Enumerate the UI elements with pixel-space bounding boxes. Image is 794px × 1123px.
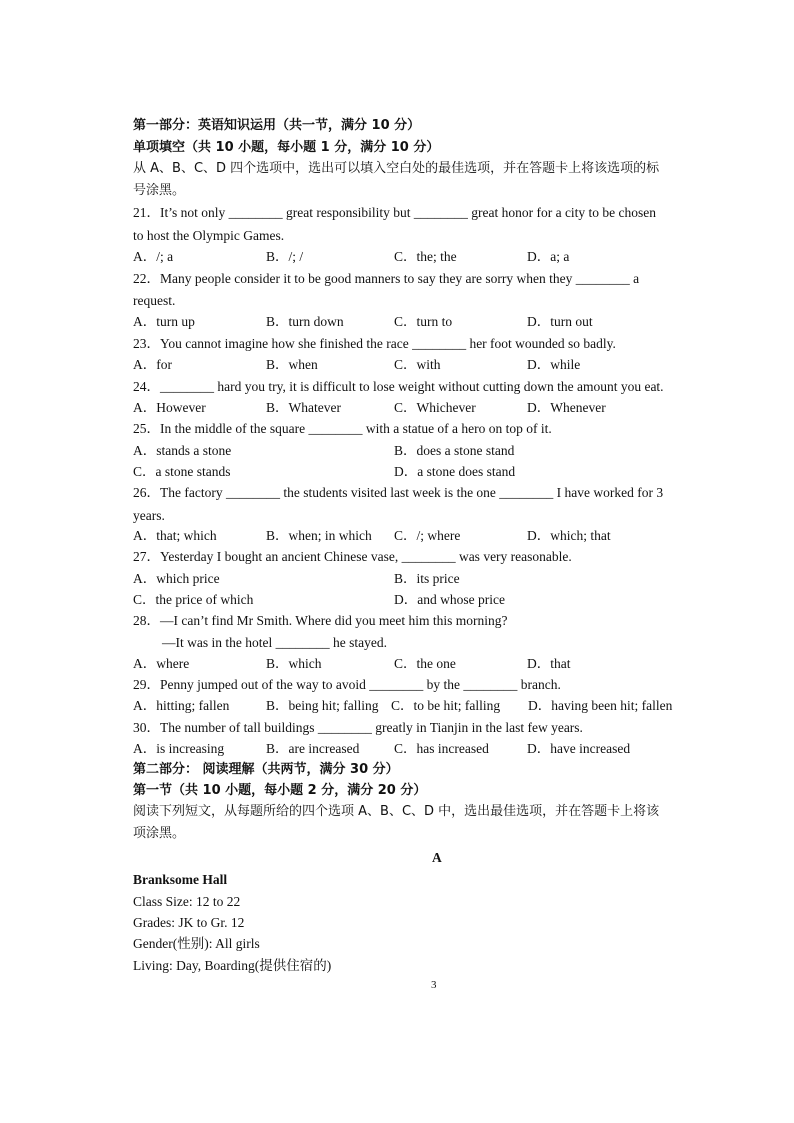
passage-living: Living: Day, Boarding(提供住宿的) bbox=[133, 958, 332, 973]
question-24-option-c: C．Whichever bbox=[394, 400, 476, 415]
question-26-stem: 26．The factory ________ the students visited last week is the one ________ I have worked for 3 bbox=[133, 485, 664, 500]
question-28-option-b: B．which bbox=[266, 656, 322, 671]
question-28-option-d: D．that bbox=[527, 656, 571, 671]
question-29-stem: 29．Penny jumped out of the way to avoid ________ by the ________ branch. bbox=[133, 677, 561, 692]
passage-gender: Gender(性别): All girls bbox=[133, 936, 260, 951]
question-23-stem: 23．You cannot imagine how she finished the race ________ her foot wounded so badly. bbox=[133, 336, 616, 351]
question-29-option-c: C．to be hit; falling bbox=[391, 698, 501, 713]
question-28-stem-cont: —It was in the hotel ________ he stayed. bbox=[162, 635, 387, 650]
question-22-option-d: D．turn out bbox=[527, 314, 593, 329]
part2-title: 第二部分： 阅读理解（共两节，满分 30 分） bbox=[133, 762, 399, 777]
question-21-stem: 21．It’s not only ________ great responsibility but ________ great honor for a city to be chosen bbox=[133, 205, 657, 220]
part1-instructions-line2: 号涂黑。 bbox=[133, 183, 186, 198]
question-30-option-b: B．are increased bbox=[266, 741, 360, 756]
question-25-option-b: B．does a stone stand bbox=[394, 443, 515, 458]
question-22-option-c: C．turn to bbox=[394, 314, 453, 329]
question-27-option-c: C．the price of which bbox=[133, 592, 254, 607]
question-21-option-a: A．/; a bbox=[133, 249, 174, 264]
question-29-option-b: B．being hit; falling bbox=[266, 698, 379, 713]
question-23-option-a: A．for bbox=[133, 357, 172, 372]
question-24-option-a: A．However bbox=[133, 400, 206, 415]
question-22-option-b: B．turn down bbox=[266, 314, 344, 329]
question-26-option-d: D．which; that bbox=[527, 528, 611, 543]
part1-title: 第一部分：英语知识运用（共一节，满分 10 分） bbox=[133, 118, 421, 133]
question-24-stem: 24．________ hard you try, it is difficult to lose weight without cutting down the amount you eat. bbox=[133, 379, 664, 394]
question-25-stem: 25．In the middle of the square ________ with a statue of a hero on top of it. bbox=[133, 421, 552, 436]
question-30-option-d: D．have increased bbox=[527, 741, 631, 756]
question-27-option-d: D．and whose price bbox=[394, 592, 505, 607]
question-25-option-d: D．a stone does stand bbox=[394, 464, 516, 479]
question-26-option-a: A．that; which bbox=[133, 528, 217, 543]
question-22-stem: 22．Many people consider it to be good manners to say they are sorry when they ________ a bbox=[133, 271, 640, 286]
question-21-option-b: B．/; / bbox=[266, 249, 304, 264]
question-30-option-c: C．has increased bbox=[394, 741, 489, 756]
question-21-stem-cont: to host the Olympic Games. bbox=[133, 228, 285, 243]
part1-instructions-line1: 从 A、B、C、D 四个选项中，选出可以填入空白处的最佳选项，并在答题卡上将该选项的标 bbox=[133, 161, 660, 176]
question-29-option-d: D．having been hit; fallen bbox=[528, 698, 673, 713]
passage-grades: Grades: JK to Gr. 12 bbox=[133, 915, 245, 930]
question-23-option-b: B．when bbox=[266, 357, 318, 372]
question-28-stem: 28．—I can’t find Mr Smith. Where did you meet him this morning? bbox=[133, 613, 508, 628]
question-26-option-b: B．when; in which bbox=[266, 528, 372, 543]
question-27-option-b: B．its price bbox=[394, 571, 460, 586]
question-26-option-c: C．/; where bbox=[394, 528, 461, 543]
passage-title: Branksome Hall bbox=[133, 872, 228, 887]
part2-instructions-line1: 阅读下列短文，从每题所给的四个选项 A、B、C、D 中，选出最佳选项，并在答题卡上将该 bbox=[133, 804, 660, 819]
question-27-stem: 27．Yesterday I bought an ancient Chinese vase, ________ was very reasonable. bbox=[133, 549, 572, 564]
page-number: 3 bbox=[431, 979, 437, 991]
question-27-option-a: A．which price bbox=[133, 571, 220, 586]
question-24-option-d: D．Whenever bbox=[527, 400, 606, 415]
question-24-option-b: B．Whatever bbox=[266, 400, 341, 415]
question-26-stem-cont: years. bbox=[133, 508, 165, 523]
question-21-option-d: D．a; a bbox=[527, 249, 570, 264]
question-29-option-a: A．hitting; fallen bbox=[133, 698, 230, 713]
question-28-option-c: C．the one bbox=[394, 656, 456, 671]
question-21-option-c: C．the; the bbox=[394, 249, 457, 264]
question-23-option-d: D．while bbox=[527, 357, 581, 372]
question-25-option-c: C．a stone stands bbox=[133, 464, 231, 479]
question-22-stem-cont: request. bbox=[133, 293, 176, 308]
question-28-option-a: A．where bbox=[133, 656, 190, 671]
question-23-option-c: C．with bbox=[394, 357, 441, 372]
passage-class-size: Class Size: 12 to 22 bbox=[133, 894, 241, 909]
question-22-option-a: A．turn up bbox=[133, 314, 195, 329]
passage-label: A bbox=[432, 850, 442, 865]
question-30-stem: 30．The number of tall buildings ________ greatly in Tianjin in the last few years. bbox=[133, 720, 583, 735]
part2-section-title: 第一节（共 10 小题，每小题 2 分，满分 20 分） bbox=[133, 783, 427, 798]
question-30-option-a: A．is increasing bbox=[133, 741, 225, 756]
part1-section-title: 单项填空（共 10 小题，每小题 1 分，满分 10 分） bbox=[133, 140, 440, 155]
question-25-option-a: A．stands a stone bbox=[133, 443, 232, 458]
part2-instructions-line2: 项涂黑。 bbox=[133, 826, 186, 841]
